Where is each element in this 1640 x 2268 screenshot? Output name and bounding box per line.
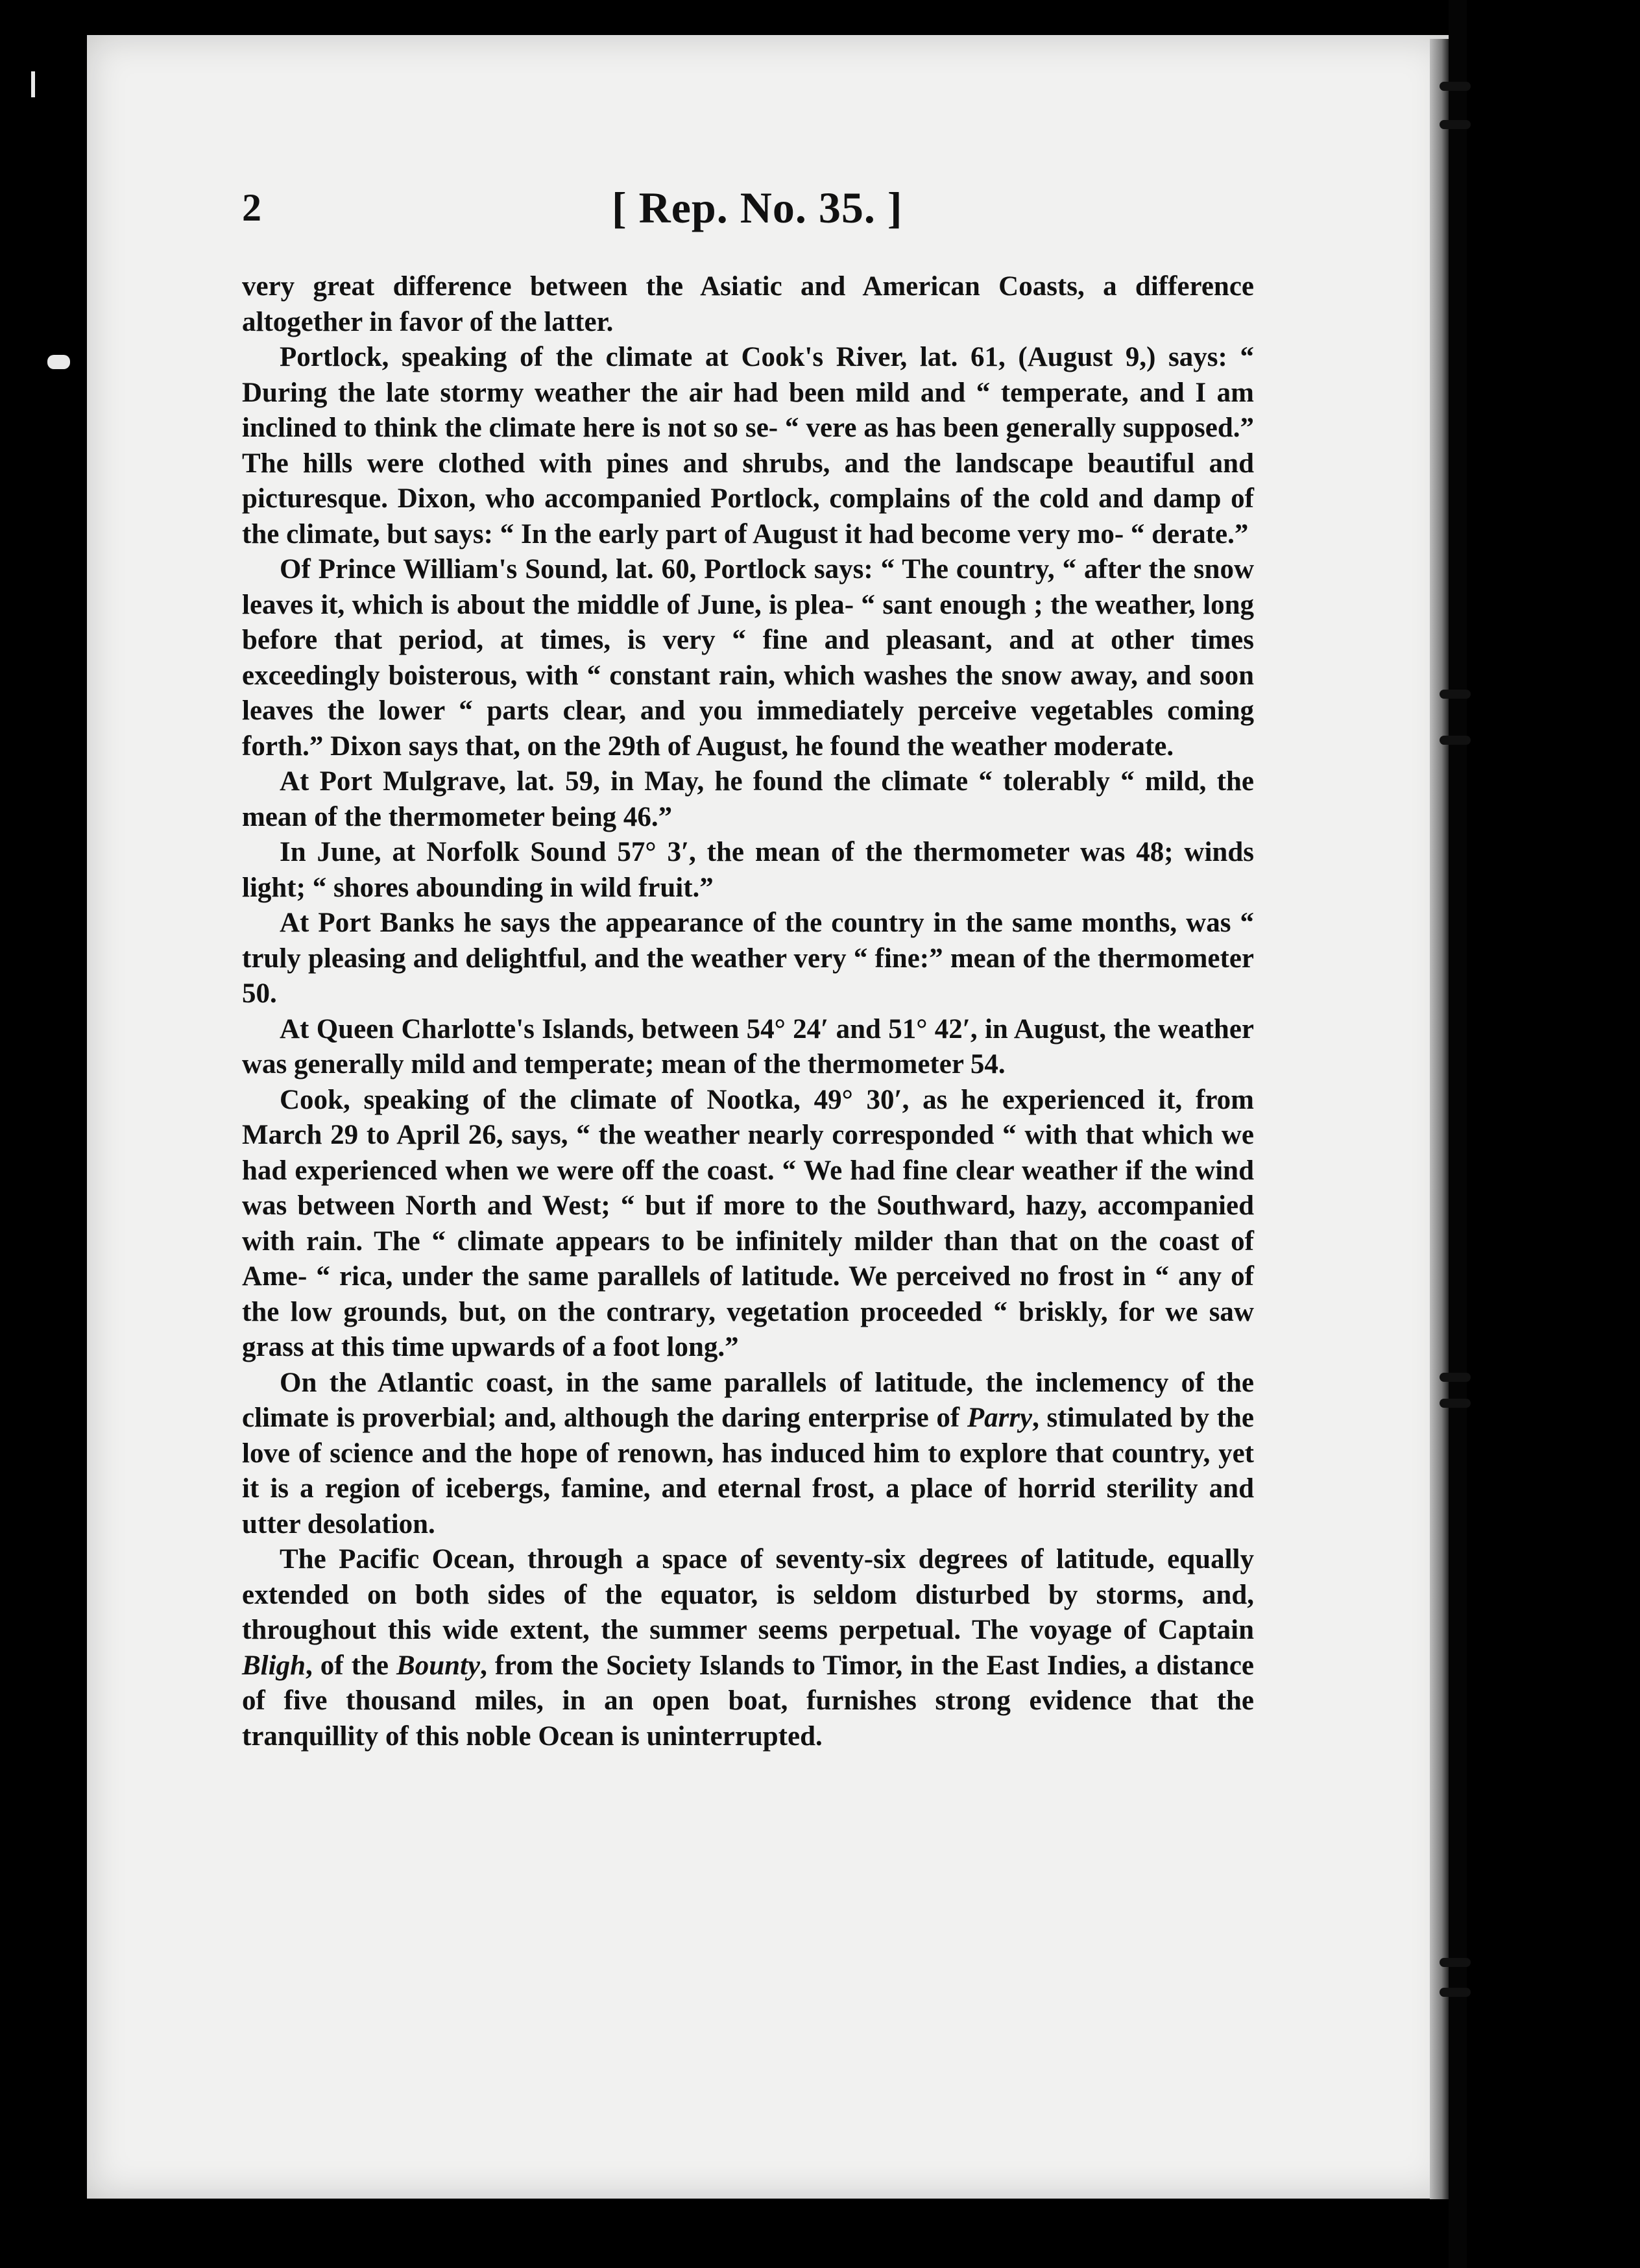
paragraph-text: , stimulated by the love of science and the hope of renown, has induced him to explore that country, yet it is a region of icebergs, famine, and eternal frost, a place of horrid sterility and utter desolation. xyxy=(242,1403,1254,1539)
page-number: 2 xyxy=(242,186,261,229)
paragraph-text: , of the xyxy=(306,1650,397,1681)
paragraph: Portlock, speaking of the climate at Cook's River, lat. 61, (August 9,) says: “ During the late stormy weather the air had been mild and “ temperate, and I am inclined to think the climate here is not so se- “ vere as has been generally supposed.” The hills were clothed with pines and shrubs, and the landscape beautiful and picturesque. Dixon, who accompanied Portlock, complains of the cold and damp of the climate, but says: “ In the early part of August it had become very mo- “ derate.” xyxy=(242,342,1254,549)
binding-edge xyxy=(1449,0,1467,2268)
paragraph-text: The Pacific Ocean, through a space of seventy-six degrees of latitude, equally extended on both sides of the equator, is seldom disturbed by storms, and, throughout this wide extent, the summer seems perpetual. The voyage of Captain xyxy=(242,1544,1254,1645)
binding-stitch xyxy=(1440,120,1471,129)
binding-stitch xyxy=(1440,1399,1471,1408)
dark-margin xyxy=(1467,0,1640,2268)
paragraph: In June, at Norfolk Sound 57° 3′, the mean of the thermometer was 48; winds light; “ shores abounding in wild fruit.” xyxy=(242,837,1254,903)
paragraph xyxy=(242,1542,1254,1754)
paragraph: very great difference between the Asiatic and American Coasts, a difference altogether in favor of the latter. xyxy=(242,271,1254,337)
paragraph xyxy=(242,1366,1254,1543)
paragraph: Of Prince William's Sound, lat. 60, Portlock says: “ The country, “ after the snow leaves it, which is about the middle of June, is plea- “ sant enough ; the weather, long before that period, at times, is very “ fine and pleasant, and at other times exceedingly boisterous, with “ constant rain, which washes the snow away, and soon leaves the lower “ parts clear, and you immediately perceive vegetables coming forth.” Dixon says that, on the 29th of August, he found the weather moderate. xyxy=(242,554,1254,762)
page-header xyxy=(242,182,1254,253)
italic-name: Bounty xyxy=(396,1650,481,1681)
binding-stitch xyxy=(1440,1988,1471,1997)
paragraph-text: On the Atlantic coast, in the same parallels of latitude, the inclemency of the climate is proverbial; and, although the daring enterprise of xyxy=(242,1367,1254,1433)
binding-stitch xyxy=(1440,736,1471,745)
page-fold-shadow xyxy=(1430,39,1449,2199)
binding-stitch xyxy=(1440,82,1471,91)
italic-name: Parry xyxy=(967,1403,1033,1433)
binding-stitch xyxy=(1440,1373,1471,1382)
paragraph: Cook, speaking of the climate of Nootka, 49° 30′, as he experienced it, from March 29 to April 26, says, “ the weather nearly corresponded “ with that which we had experienced when we were off the coast. “ We had fine clear weather if the wind was between North and West; “ but if more to the Southward, hazy, accompanied with rain. The “ climate appears to be infinitely milder than that on the coast of Ame- “ rica, under the same parallels of latitude. We perceived no frost in “ any of the low grounds, but, on the contrary, vegetation proceeded “ briskly, for we saw grass at this time upwards of a foot long.” xyxy=(242,1084,1254,1362)
binding-stitch xyxy=(1440,690,1471,699)
document-body xyxy=(242,269,1254,1754)
scan-artifact xyxy=(47,355,70,369)
binding-stitch xyxy=(1440,1958,1471,1967)
paragraph: At Port Mulgrave, lat. 59, in May, he found the climate “ tolerably “ mild, the mean of the thermometer being 46.” xyxy=(242,766,1254,832)
paragraph-text: , from the Society Islands to Timor, in the East Indies, a distance of five thousand miles, in an open boat, furnishes strong evidence that the tranquillity of this noble Ocean is uninterrupted. xyxy=(242,1650,1254,1752)
paragraph: At Queen Charlotte's Islands, between 54° 24′ and 51° 42′, in August, the weather was generally mild and temperate; mean of the thermometer 54. xyxy=(242,1013,1254,1080)
italic-name: Bligh xyxy=(242,1650,306,1681)
scan-artifact xyxy=(31,71,35,97)
paragraph: At Port Banks he says the appearance of the country in the same months, was “ truly pleasing and delightful, and the weather very “ fine:” mean of the thermometer 50. xyxy=(242,908,1254,1009)
report-number: [ Rep. No. 35. ] xyxy=(612,183,903,232)
